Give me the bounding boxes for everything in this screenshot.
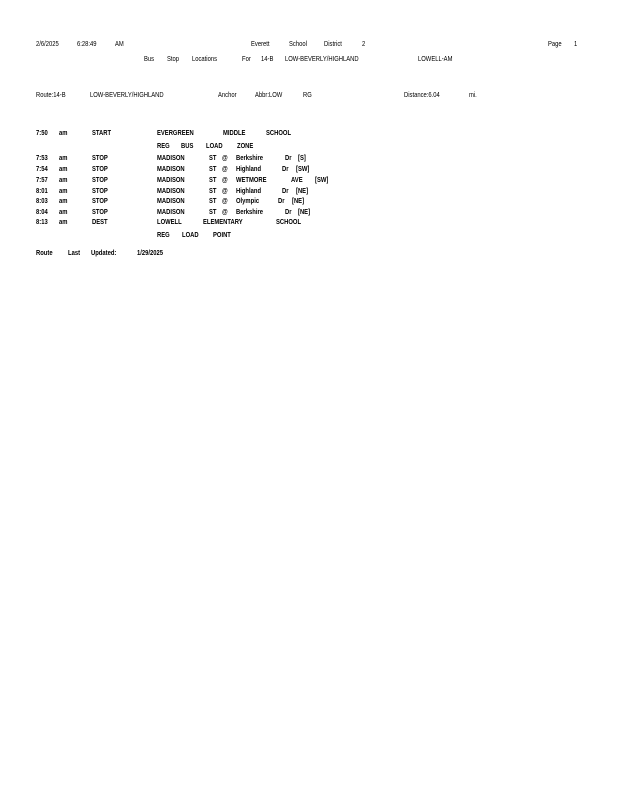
- page-number: 1: [574, 39, 578, 48]
- stop-location-word: [SW]: [315, 175, 329, 184]
- stop-sublocation-word: REG: [157, 141, 170, 150]
- stop-location-word: MADISON: [157, 175, 185, 184]
- stop-time: 7:54: [36, 164, 48, 173]
- stop-location-word: @: [222, 175, 228, 184]
- stop-location-word: LOWELL: [157, 217, 182, 226]
- stop-type: STOP: [92, 175, 108, 184]
- subtitle-word-2: Stop: [167, 54, 180, 63]
- stop-location-word: [NE]: [298, 207, 311, 216]
- stop-sublocation-word: ZONE: [237, 141, 254, 150]
- stop-location-word: SCHOOL: [266, 128, 292, 137]
- stop-location-word: ST: [209, 207, 217, 216]
- stop-ampm: am: [59, 164, 68, 173]
- stop-location-word: [SW]: [296, 164, 310, 173]
- stop-location-word: Highland: [236, 186, 262, 195]
- stop-location-word: Highland: [236, 164, 262, 173]
- stop-time: 8:03: [36, 196, 48, 205]
- stop-location-word: Dr: [285, 153, 292, 162]
- stop-ampm: am: [59, 128, 68, 137]
- stop-ampm: am: [59, 207, 68, 216]
- footer-word-2: Last: [68, 248, 81, 257]
- stop-ampm: am: [59, 175, 68, 184]
- district-word-1: Everett: [251, 39, 270, 48]
- stop-time: 8:01: [36, 186, 48, 195]
- stop-location-word: ST: [209, 175, 217, 184]
- stop-location-word: ELEMENTARY: [203, 217, 243, 226]
- report-date: 2/6/2025: [36, 39, 59, 48]
- stop-location-word: Olympic: [236, 196, 260, 205]
- subtitle-route: 14-B: [261, 54, 274, 63]
- stop-location-word: Dr: [278, 196, 285, 205]
- stop-sublocation-word: BUS: [181, 141, 194, 150]
- stop-location-word: @: [222, 153, 228, 162]
- stop-location-word: MADISON: [157, 186, 185, 195]
- subtitle-word-1: Bus: [144, 54, 155, 63]
- stop-location-word: [S]: [298, 153, 306, 162]
- stop-location-word: MADISON: [157, 207, 185, 216]
- stop-type: START: [92, 128, 112, 137]
- stop-time: 8:13: [36, 217, 48, 226]
- stop-location-word: EVERGREEN: [157, 128, 194, 137]
- stop-location-word: MADISON: [157, 153, 185, 162]
- stop-location-word: ST: [209, 196, 217, 205]
- stop-location-word: @: [222, 186, 228, 195]
- stop-ampm: am: [59, 186, 68, 195]
- route-id: Route:14-B: [36, 90, 66, 99]
- stop-type: STOP: [92, 153, 108, 162]
- stop-time: 8:04: [36, 207, 48, 216]
- route-name: LOW-BEVERLY/HIGHLAND: [90, 90, 164, 99]
- page-label: Page: [548, 39, 562, 48]
- stop-location-word: @: [222, 196, 228, 205]
- subtitle-route-name: LOW-BEVERLY/HIGHLAND: [285, 54, 359, 63]
- stop-ampm: am: [59, 217, 68, 226]
- report-ampm: AM: [115, 39, 124, 48]
- stop-location-word: [NE]: [296, 186, 309, 195]
- stop-location-word: ST: [209, 186, 217, 195]
- stop-location-word: WETMORE: [236, 175, 267, 184]
- district-word-2: School: [289, 39, 307, 48]
- stop-location-word: MADISON: [157, 164, 185, 173]
- stop-ampm: am: [59, 153, 68, 162]
- stop-location-word: MIDDLE: [223, 128, 246, 137]
- stop-sublocation-word: LOAD: [182, 230, 199, 239]
- stop-location-word: ST: [209, 153, 217, 162]
- stop-location-word: Berkshire: [236, 207, 263, 216]
- footer-word-1: Route: [36, 248, 53, 257]
- footer-word-3: Updated:: [91, 248, 117, 257]
- stop-location-word: Dr: [282, 164, 289, 173]
- distance-unit: mi.: [469, 90, 477, 99]
- stop-location-word: @: [222, 164, 228, 173]
- stop-location-word: SCHOOL: [276, 217, 302, 226]
- stop-location-word: Dr: [285, 207, 292, 216]
- subtitle-code: LOWELL-AM: [418, 54, 453, 63]
- stop-location-word: @: [222, 207, 228, 216]
- stop-location-word: Berkshire: [236, 153, 263, 162]
- route-rg: RG: [303, 90, 312, 99]
- stop-time: 7:57: [36, 175, 48, 184]
- stop-location-word: Dr: [282, 186, 289, 195]
- stop-location-word: AVE: [291, 175, 303, 184]
- stop-sublocation-word: REG: [157, 230, 170, 239]
- subtitle-word-4: For: [242, 54, 251, 63]
- report-time: 6:28:49: [77, 39, 97, 48]
- route-distance: Distance:6.04: [404, 90, 440, 99]
- stop-type: DEST: [92, 217, 108, 226]
- stop-ampm: am: [59, 196, 68, 205]
- route-abbr: Abbr:LOW: [255, 90, 283, 99]
- subtitle-word-3: Locations: [192, 54, 218, 63]
- stop-type: STOP: [92, 207, 108, 216]
- anchor-label: Anchor: [218, 90, 237, 99]
- stop-type: STOP: [92, 186, 108, 195]
- district-word-3: District: [324, 39, 342, 48]
- stop-sublocation-word: LOAD: [206, 141, 223, 150]
- stop-time: 7:53: [36, 153, 48, 162]
- stop-time: 7:50: [36, 128, 48, 137]
- stop-location-word: MADISON: [157, 196, 185, 205]
- stop-type: STOP: [92, 164, 108, 173]
- stop-type: STOP: [92, 196, 108, 205]
- district-word-4: 2: [362, 39, 366, 48]
- stop-sublocation-word: POINT: [213, 230, 231, 239]
- footer-updated-date: 1/29/2025: [137, 248, 164, 257]
- stop-location-word: [NE]: [292, 196, 305, 205]
- stop-location-word: ST: [209, 164, 217, 173]
